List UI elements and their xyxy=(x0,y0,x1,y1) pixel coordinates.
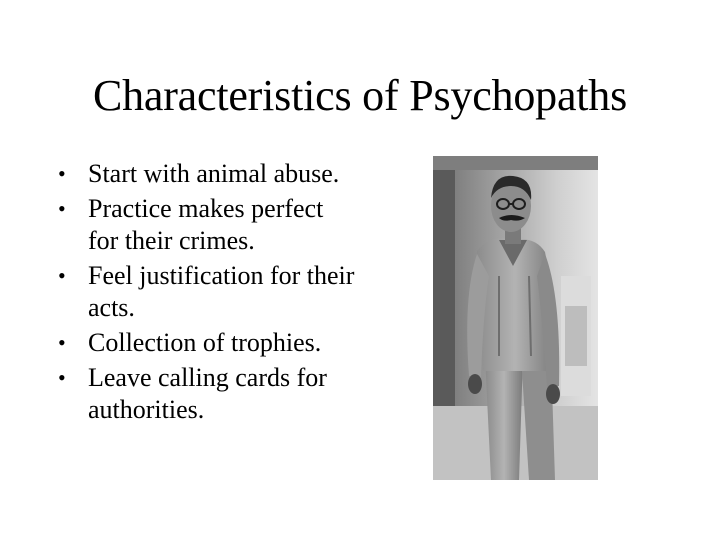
bullet-text: Collection of trophies. xyxy=(88,328,322,357)
slide-title: Characteristics of Psychopaths xyxy=(92,71,628,120)
bullet-text: Practice makes perfect for their crimes. xyxy=(88,194,324,255)
man-photo xyxy=(433,156,598,480)
bullet-glyph: • xyxy=(58,365,66,390)
bullet-item xyxy=(58,260,358,324)
bullet-item xyxy=(58,327,358,359)
bullet-item xyxy=(58,158,358,190)
bullet-glyph: • xyxy=(58,161,66,186)
bullet-glyph: • xyxy=(58,330,66,355)
bullet-list xyxy=(58,158,358,429)
bullet-item xyxy=(58,362,358,426)
bullet-text: Leave calling cards for authorities. xyxy=(88,363,327,424)
bullet-glyph: • xyxy=(58,196,66,221)
bullet-text: Feel justification for their acts. xyxy=(88,261,355,322)
bullet-glyph: • xyxy=(58,263,66,288)
bullet-item xyxy=(58,193,358,257)
bullet-text: Start with animal abuse. xyxy=(88,159,340,188)
photo-of-man-in-coveralls-icon xyxy=(433,156,598,480)
